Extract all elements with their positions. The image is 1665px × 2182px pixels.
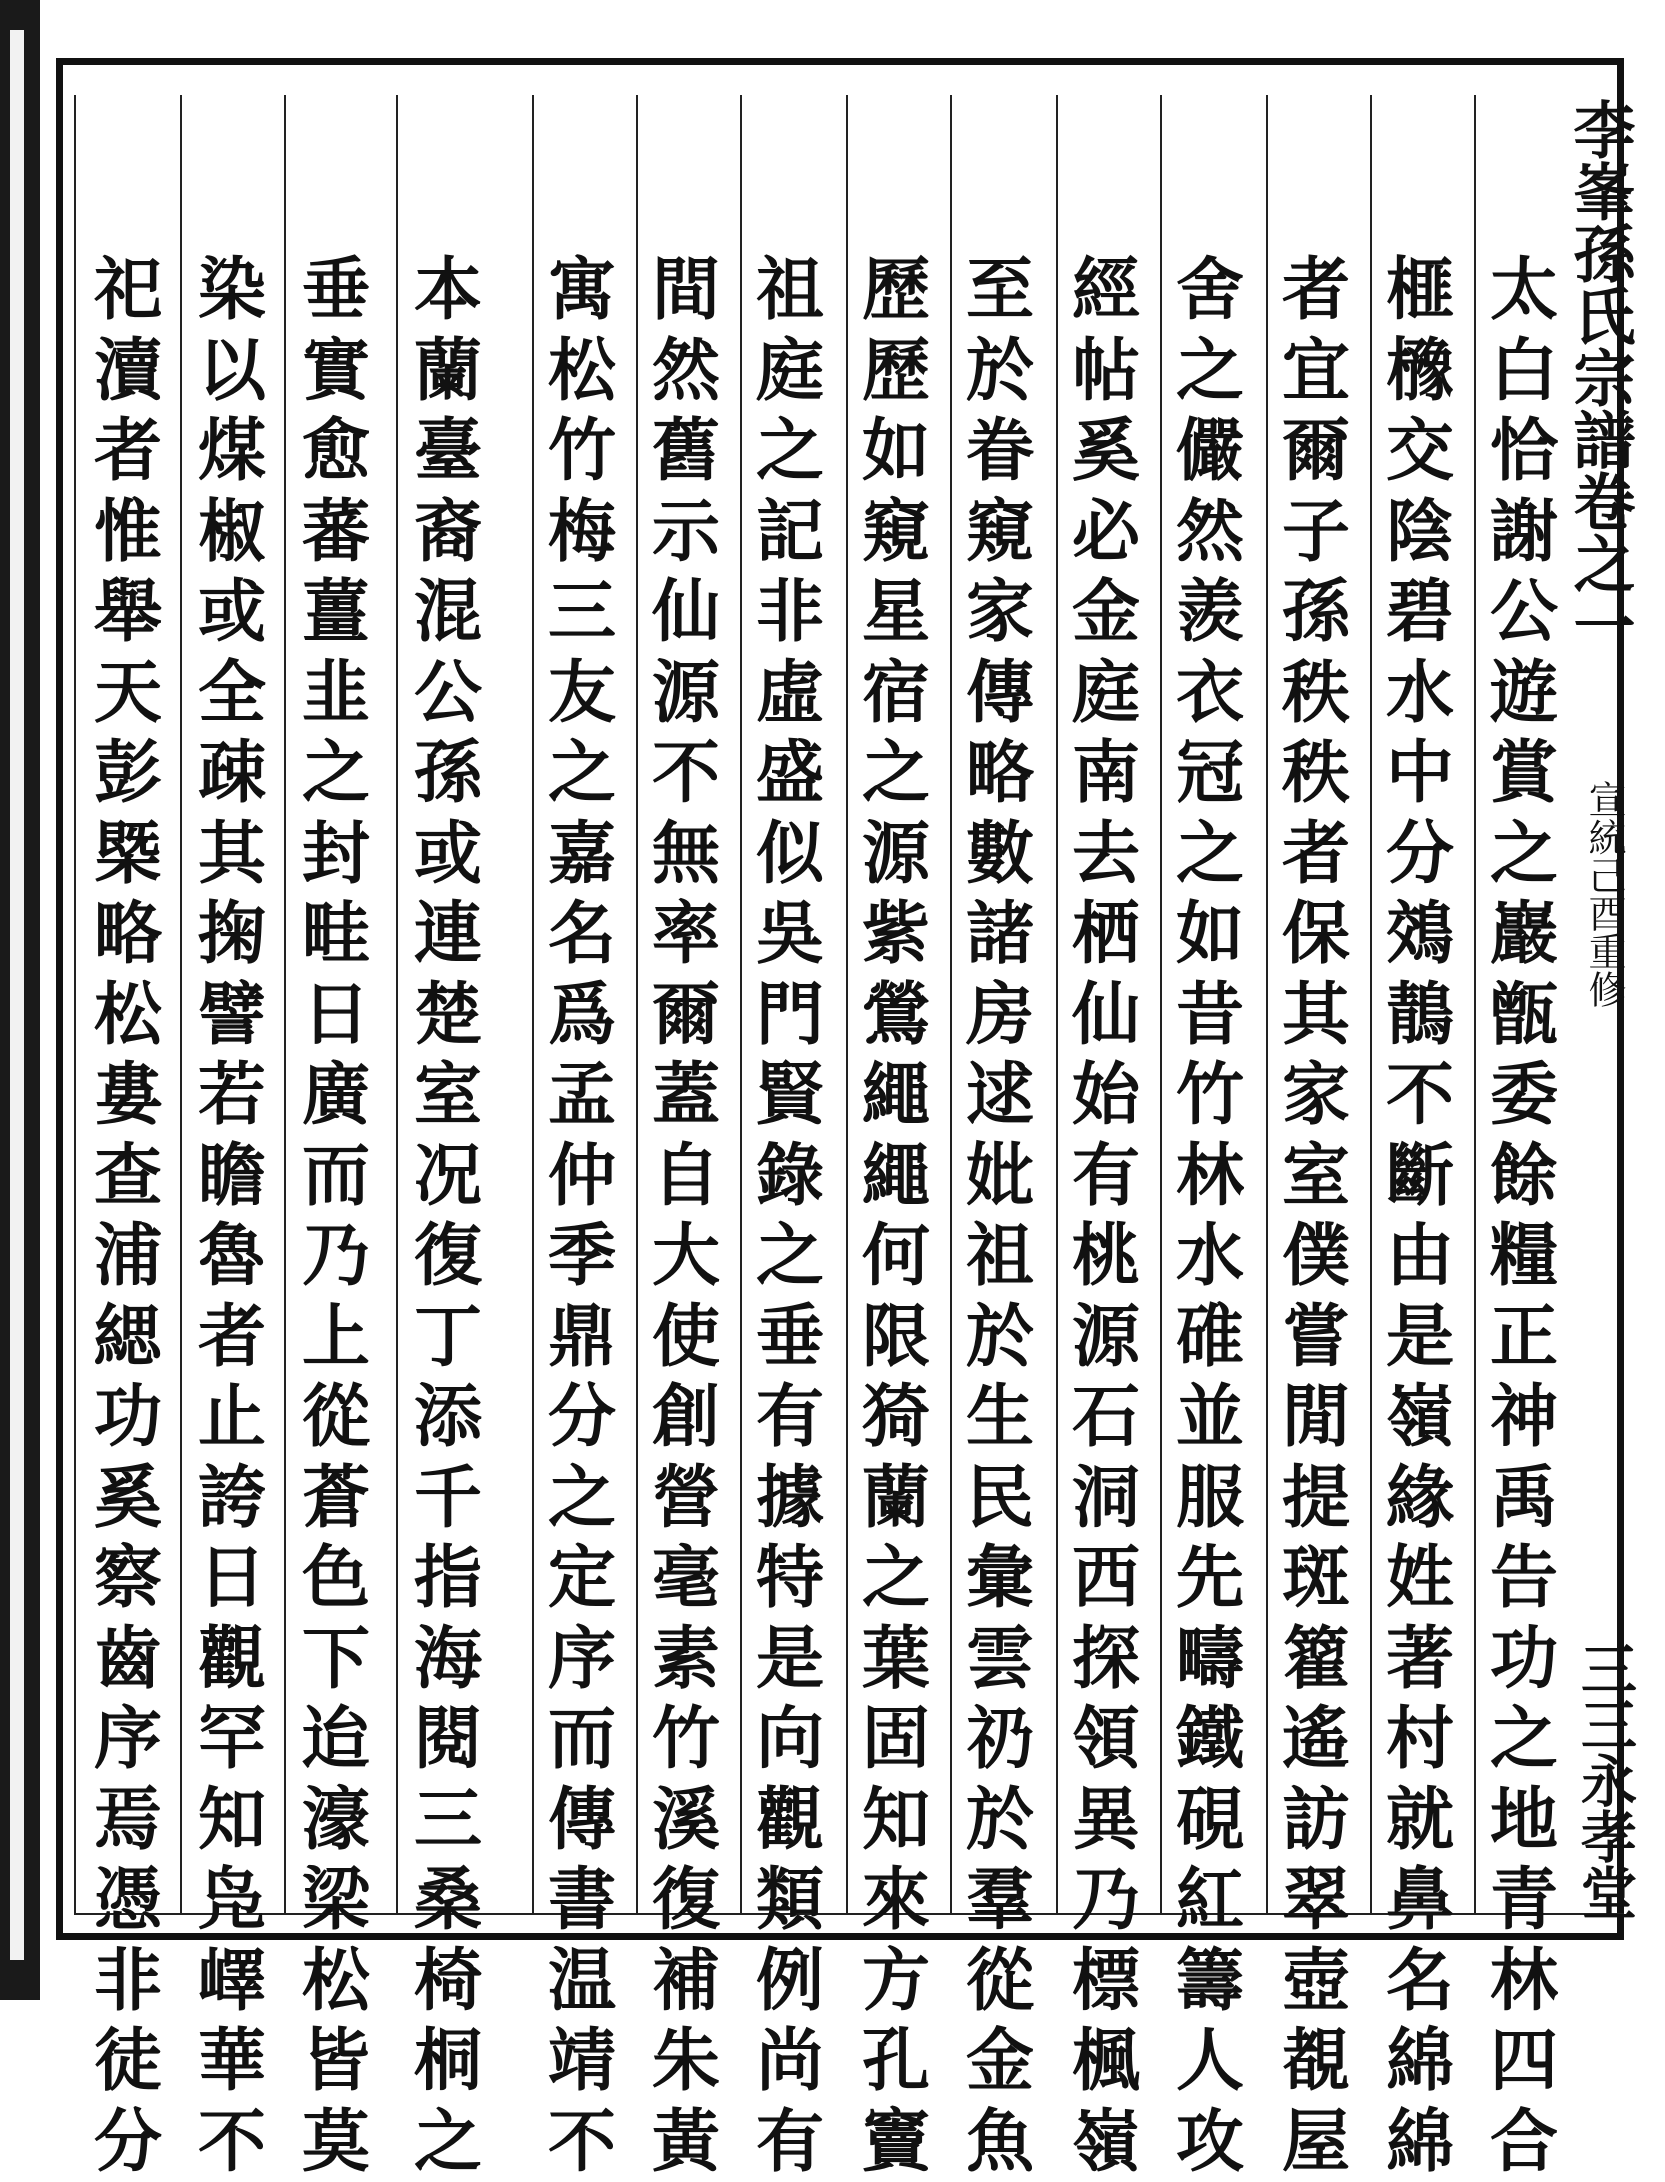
text-column: 寓 松 竹 梅 三 友 之 嘉 名 爲 孟 仲 季 鼎 分 之 定 序 而 傳 書 温 靖 不 [547,250,616,2182]
binding-edge [0,0,40,2000]
column-rule [180,95,182,1915]
text-column: 至 於 眷 窺 家 傳 略 數 諸 房 逑 妣 祖 於 生 民 彙 雲 礽 於 羣 從 金 魚 [965,250,1034,2182]
text-column: 歷 歷 如 窺 星 宿 之 源 紫 鶯 繩 繩 何 限 猗 蘭 之 葉 固 知 來 方 孔 竇 [861,250,930,2182]
text-column: 垂 實 愈 蕃 薑 韭 之 封 畦 日 廣 而 乃 上 從 蒼 色 下 迨 濠 梁 松 皆 莫 [301,250,370,2182]
text-column: 祀 瀆 者 惟 舉 天 彭 槩 略 松 婁 查 浦 緦 功 奚 察 齒 序 焉 憑 非 徒 分 [93,250,162,2182]
text-column: 間 然 舊 示 仙 源 不 無 率 爾 蓋 自 大 使 創 營 毫 素 竹 溪 復 補 朱 黃 [651,250,720,2182]
text-column: 榧 櫲 交 陰 碧 水 中 分 鵁 鶄 不 斷 由 是 嶺 緣 姓 著 村 就 鼻 名 綿 綿 [1385,250,1454,2182]
text-column: 染 以 煤 椒 或 全 疎 其 掬 譬 若 瞻 魯 者 止 誇 日 觀 罕 知 凫 嶧 華 不 [197,250,266,2182]
folio-number: 三三永孝堂 [1572,1640,1638,1920]
text-column: 經 帖 奚 必 金 庭 南 去 栖 仙 始 有 桃 源 石 洞 西 探 領 異 乃 標 楓 嶺 [1071,250,1140,2182]
text-column: 祖 庭 之 記 非 虛 盛 似 吳 門 賢 錄 之 垂 有 據 特 是 向 觀 類 例 尚 有 [755,250,824,2182]
book-title: 李峯孫氏宗譜卷之一 [1563,98,1636,656]
text-column: 本 蘭 臺 裔 混 公 孫 或 連 楚 室 况 復 丁 添 千 指 海 閱 三 桑 椅 桐 之 [413,250,482,2182]
text-column: 者 宜 爾 子 孫 秩 秩 者 保 其 家 室 僕 嘗 閒 提 斑 籊 遙 訪 翠 壺 覩 屋 [1281,250,1350,2182]
edition-note: 宣統己酉重修 [1582,780,1626,1008]
column-rule [396,95,398,1915]
text-column: 太 白 恰 謝 公 遊 賞 之 巖 甑 委 餘 糧 正 神 禹 告 功 之 地 青 林 四 合 [1489,250,1558,2182]
text-column: 舍 之 儼 然 羨 衣 冠 之 如 昔 竹 林 水 碓 並 服 先 疇 鐵 硯 紅 籌 人 攻 [1175,250,1244,2182]
column-rule [284,95,286,1915]
